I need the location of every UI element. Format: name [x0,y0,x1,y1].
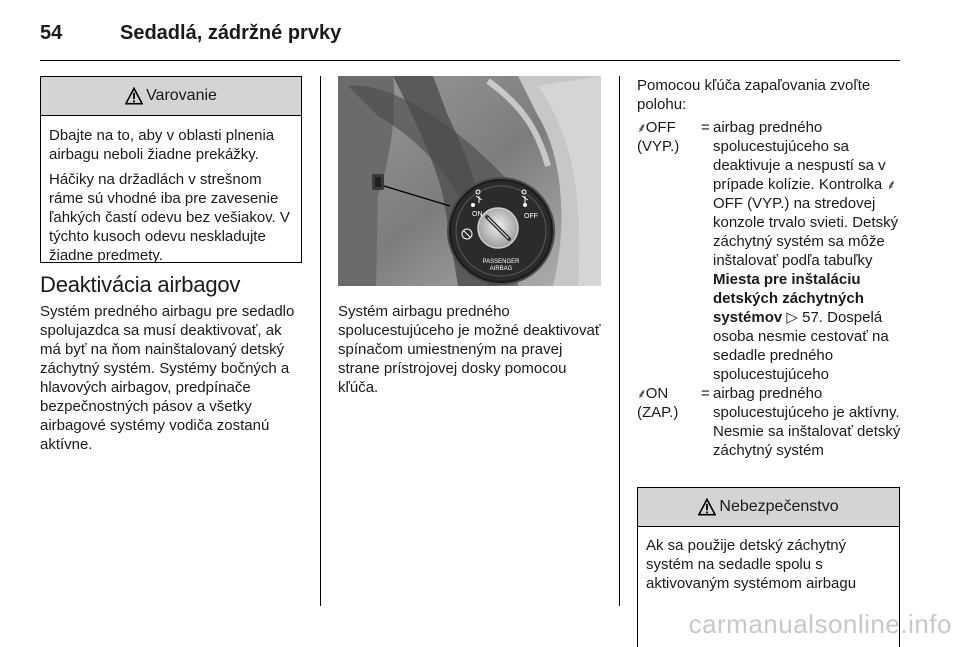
position-off-label: OFF [645,119,676,136]
switch-caption-line2: AIRBAG [489,266,513,272]
switch-label-off: OFF [524,213,538,220]
danger-body [638,527,899,607]
equals-sign: = [701,385,710,402]
figure-caption: Systém airbagu predného spolucestujúceho je možné deaktivovať spínačom umiestneným na pravej strane prístrojovej dosky pomocou kľúča. [338,303,601,396]
switch-caption-line1: PASSENGER [482,259,520,265]
column-divider-left [320,76,321,606]
airbag-switch-photo [338,76,601,286]
page-number: 54 [40,22,63,44]
warning-box [40,76,302,263]
column-divider-right [619,76,620,606]
page-header [40,20,900,61]
page-ref-icon[interactable]: ▷ [786,309,798,326]
section-heading: Deaktivácia airbagov [40,272,241,297]
airbag-off-indicator-icon: ⸙ [886,177,896,192]
watermark: carmanualsonline.info [688,609,952,639]
position-intro: Pomocou kľúča zapaľovania zvoľte polohu: [637,77,871,113]
warning-icon [125,87,143,105]
warning-icon [698,498,716,516]
position-on-label-sk: (ZAP.) [637,404,679,421]
warning-paragraph: Háčiky na držadlách v strešnom ráme sú vhodné iba pre zavesenie ľahkých častí odevu bez vešiakov. V týchto kusoch odevu neskladujte žiadne predmety. [49,171,290,264]
position-on-row [637,384,907,460]
off-definition-ref-text: 57. Dospelá osoba nesmie cestovať na sedadle predného spolucestujúceho [713,309,889,383]
equals-sign: = [701,119,710,136]
position-off-term [637,118,701,384]
position-off-label-sk: (VYP.) [637,138,680,155]
warning-header [41,77,301,116]
danger-title: Nebezpečenstvo [719,498,839,515]
danger-text: Ak sa použije detský záchytný systém na sedadle spolu s aktivovaným systémom airbagu [646,537,857,592]
off-definition-text-cont: OFF (VYP.) na stredovej konzole trvalo svieti. Detský záchytný systém sa môže inštalovať podľa tabuľky [713,195,899,269]
warning-paragraph: Dbajte na to, aby v oblasti plnenia airbagu neboli žiadne prekážky. [49,127,275,163]
switch-label-on: ON [472,211,483,218]
position-on-label: ON [645,385,669,402]
airbag-on-icon: ⸙ [637,386,646,401]
airbag-switch-illustration [338,76,601,286]
position-off-definition [713,118,907,384]
position-off-row [637,118,907,384]
position-on-definition: airbag predného spolucestujúceho je aktívny. Nesmie sa inštalovať detský záchytný systém [713,385,901,459]
child-seat-table-link[interactable]: Miesta pre inštaláciu detských záchytných systémov [713,271,864,326]
warning-body [41,116,301,279]
section-body: Systém predného airbagu pre sedadlo spolujazdca sa musí deaktivovať, ak má byť na ňom nainštalovaný detský záchytný systém. Systémy bočných a hlavových airbagov, predpínače bezpečnostných pásov a všetky airbagové systémy vodiča zostanú aktívne. [40,303,295,453]
off-definition-text: airbag predného spolucestujúceho sa deaktivuje a nespustí sa v prípade kolízie. Kontrolka [713,119,886,193]
position-on-term [637,384,701,460]
position-list [637,118,907,460]
warning-title: Varovanie [146,87,217,104]
page-title: Sedadlá, zádržné prvky [120,22,342,44]
airbag-off-icon: ⸙ [637,120,646,135]
danger-header [638,488,899,527]
